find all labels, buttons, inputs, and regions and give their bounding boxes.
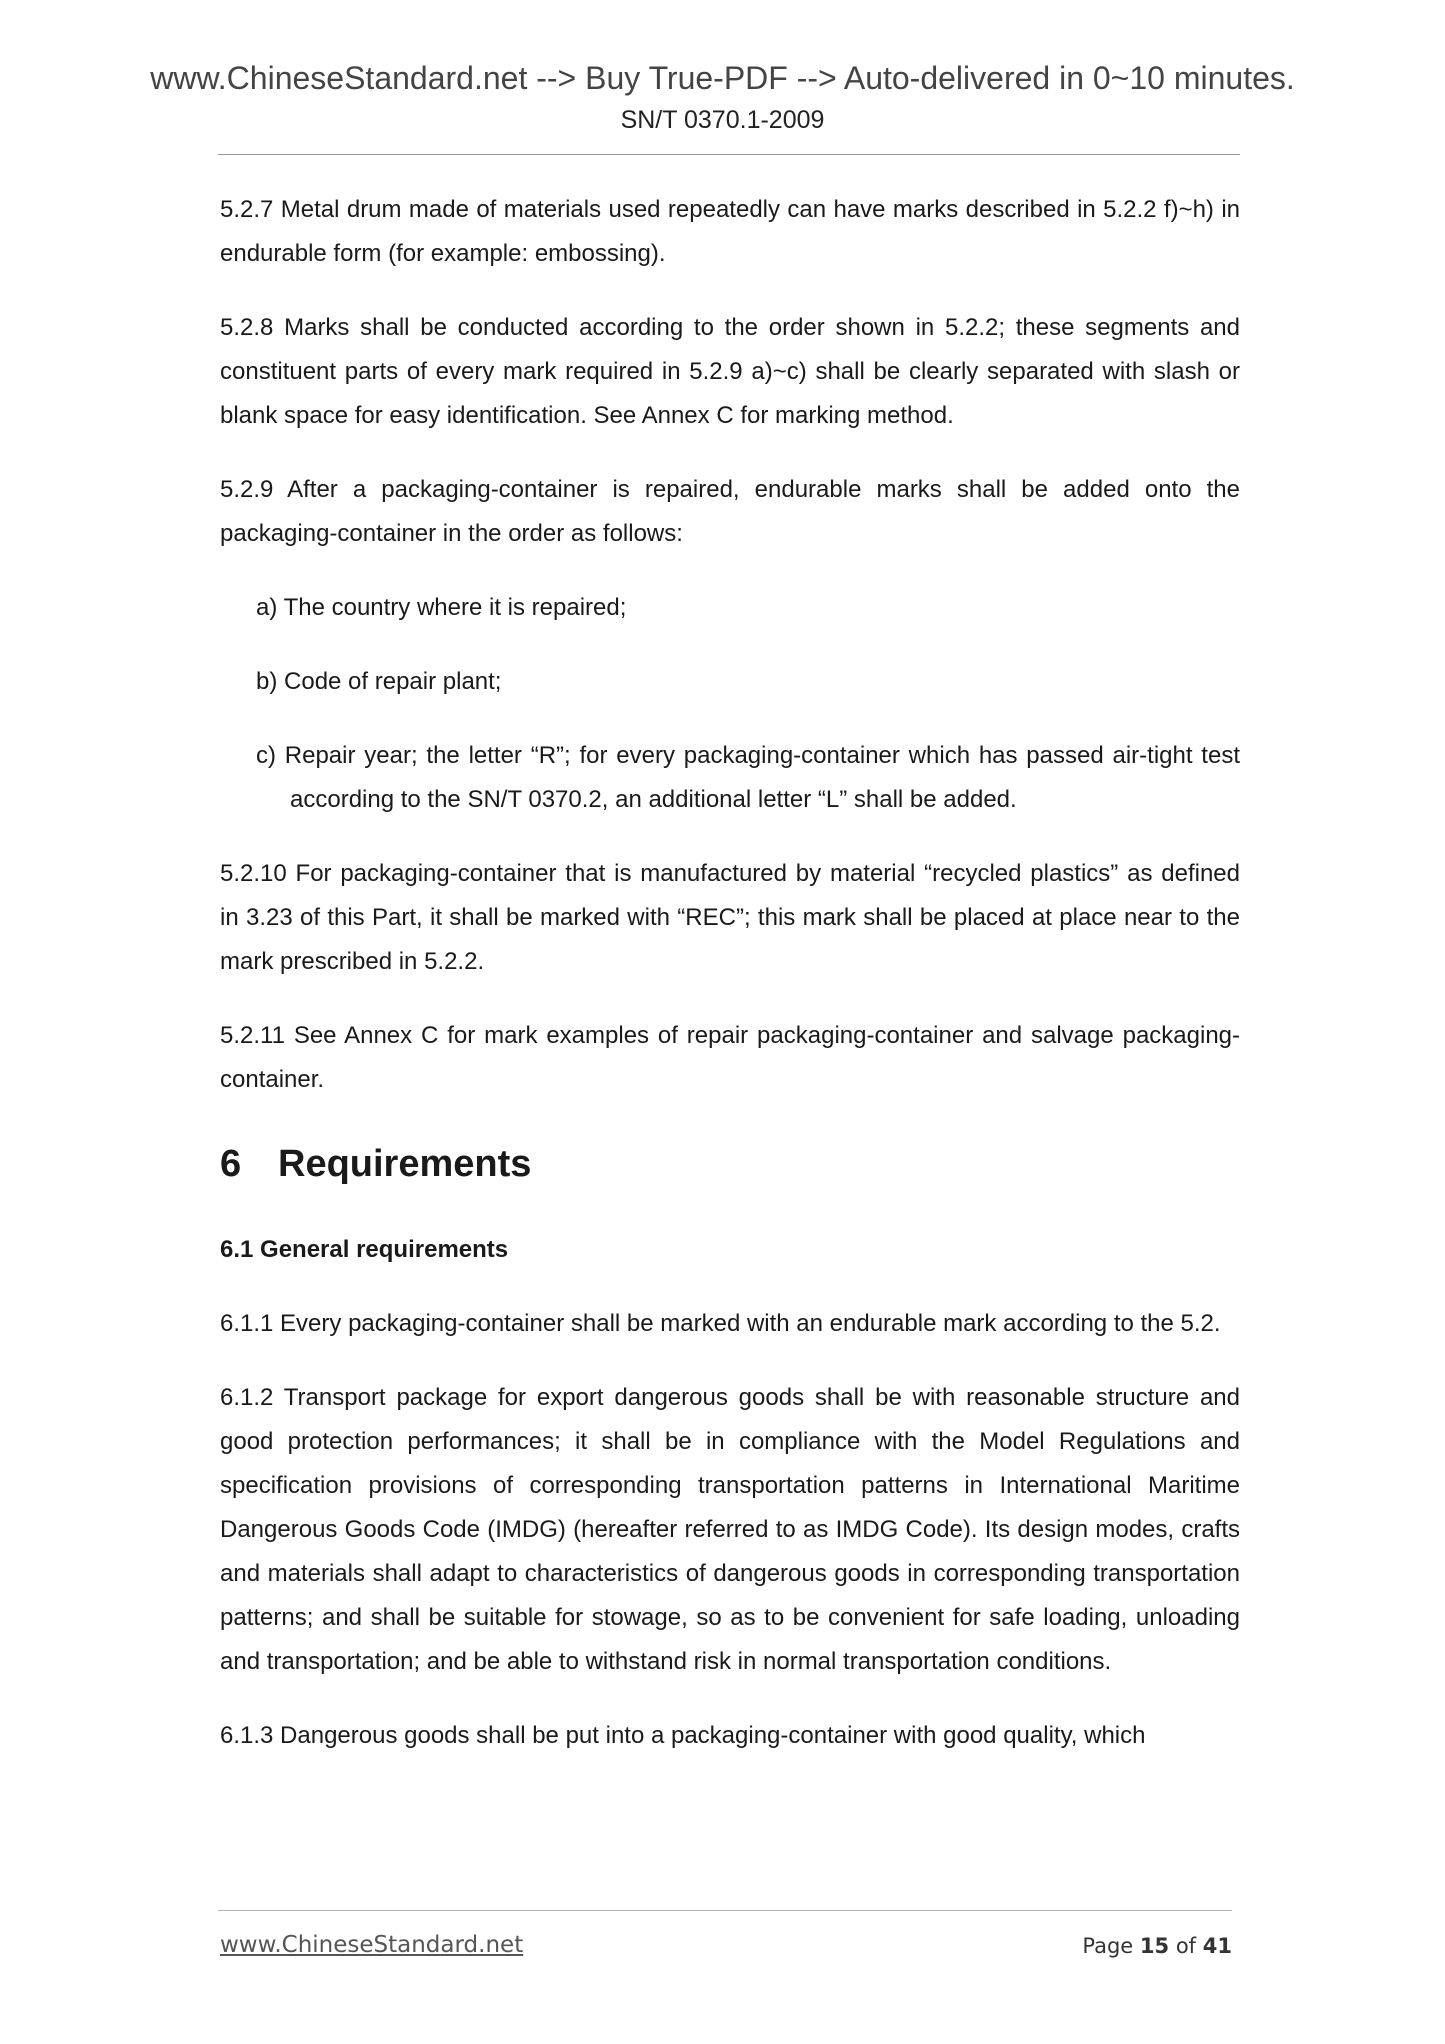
paragraph-5-2-8: 5.2.8 Marks shall be conducted according to the order shown in 5.2.2; these segments and constituent parts of every mark required in 5.2.9 a)~c) shall be clearly separated with slash or blank space for easy identification. See Annex C for marking method. bbox=[220, 314, 1240, 429]
paragraph-5-2-11: 5.2.11 See Annex C for mark examples of repair packaging-container and salvage packaging-container. bbox=[220, 1022, 1240, 1093]
page-of: of bbox=[1175, 1934, 1197, 1958]
paragraph-6-1-2: 6.1.2 Transport package for export dangerous goods shall be with reasonable structure and good protection performances; it shall be in compliance with the Model Regulations and specification provisions of corresponding transportation patterns in International Maritime Dangerous Goods Code (IMDG) (hereafter referred to as IMDG Code). Its design modes, crafts and materials shall adapt to characteristics of dangerous goods in corresponding transportation patterns; and shall be suitable for stowage, so as to be convenient for safe loading, unloading and transportation; and be able to withstand risk in normal transportation conditions. bbox=[220, 1384, 1240, 1675]
section-title: Requirements bbox=[278, 1143, 532, 1185]
paragraph-5-2-9: 5.2.9 After a packaging-container is repaired, endurable marks shall be added onto the packaging-container in the order as follows: bbox=[220, 476, 1240, 547]
section-number: 6 bbox=[220, 1143, 242, 1185]
standard-code: SN/T 0370.1-2009 bbox=[620, 106, 825, 134]
paragraph-5-2-7: 5.2.7 Metal drum made of materials used repeatedly can have marks described in 5.2.2 f)~h) in endurable form (for example: embossing). bbox=[220, 196, 1240, 267]
page-label: Page bbox=[1082, 1934, 1134, 1958]
document-body bbox=[220, 188, 1240, 1788]
paragraph-5-2-10: 5.2.10 For packaging-container that is manufactured by material “recycled plastics” as defined in 3.23 of this Part, it shall be marked with “REC”; this mark shall be placed at place near to the mark prescribed in 5.2.2. bbox=[220, 860, 1240, 975]
page-indicator bbox=[1082, 1934, 1232, 1958]
list-item-c: c) Repair year; the letter “R”; for every packaging-container which has passed air-tight test according to the SN/T 0370.2, an additional letter “L” shall be added. bbox=[256, 742, 1240, 813]
list-item-a: a) The country where it is repaired; bbox=[256, 594, 627, 621]
header-banner: www.ChineseStandard.net --> Buy True-PDF --> Auto-delivered in 0~10 minutes. bbox=[150, 60, 1295, 96]
page-current: 15 bbox=[1139, 1934, 1170, 1958]
paragraph-6-1-3: 6.1.3 Dangerous goods shall be put into a packaging-container with good quality, which bbox=[220, 1722, 1146, 1749]
subsection-heading: 6.1 General requirements bbox=[220, 1236, 509, 1263]
list-item-b: b) Code of repair plant; bbox=[256, 668, 502, 695]
footer-website-link[interactable]: www.ChineseStandard.net bbox=[220, 1932, 524, 1958]
section-heading bbox=[220, 1142, 1240, 1186]
footer-divider bbox=[218, 1910, 1232, 1911]
page-total: 41 bbox=[1202, 1934, 1232, 1958]
paragraph-6-1-1: 6.1.1 Every packaging-container shall be marked with an endurable mark according to the 5.2. bbox=[220, 1310, 1221, 1337]
header-divider bbox=[218, 154, 1240, 155]
